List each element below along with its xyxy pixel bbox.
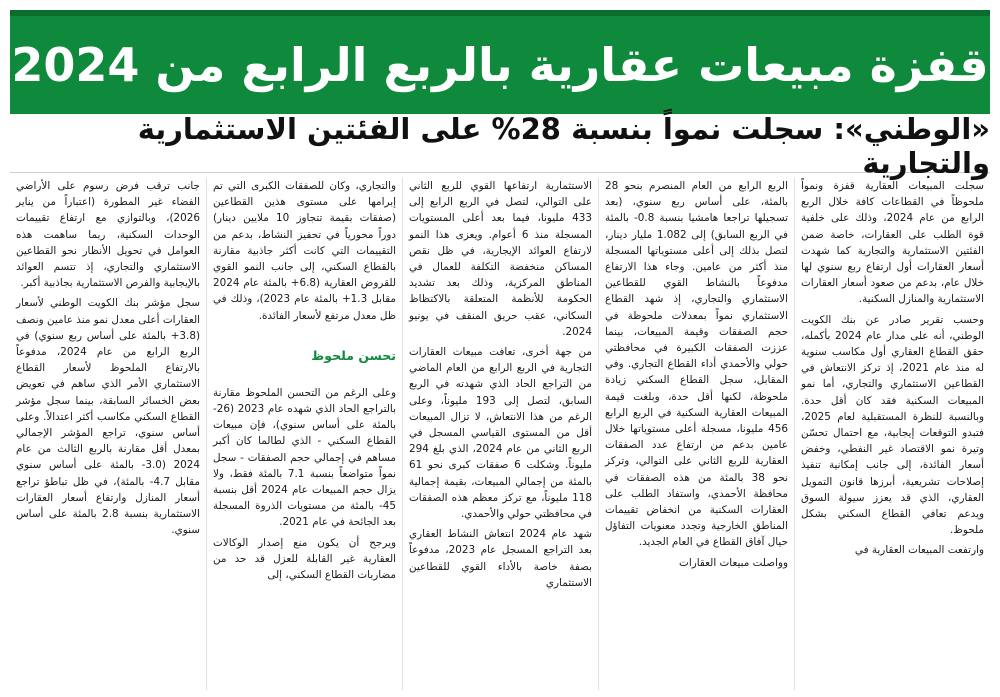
column-2 xyxy=(598,178,794,690)
paragraph: والتجاري، وكان للصفقات الكبرى التي تم إبرامها على مستوى هذين القطاعين (صفقات بقيمة تتجاوز 10 ملايين دينار) دوراً محورياً في تحفيز النشاط، بدعم من التقييمات التي كانت أكثر جاذبية مقارنة بالقطاع السكني، إلى جانب النمو القوي للقروض العقارية (6.8+ بالمئة عام 2024 مقابل 1.3+ بالمئة عام 2023)، وذلك في ظل معدل مرتفع لأسعار الفائدة. xyxy=(213,180,397,322)
paragraph: وارتفعت المبيعات العقارية في xyxy=(854,544,984,557)
paragraph: وعلى الرغم من التحسن الملحوظ مقارنة بالتراجع الحاد الذي شهده عام 2023 (26- بالمئة على أساس سنوي)، فإن مبيعات القطاع السكني - الذي لطالما كان أكبر مساهم في إجمالي حجم الصفقات - سجل نمواً متواضعاً بنسبة 7.1 بالمئة فقط، ولا يزال حجم المبيعات عام 2024 أقل بنسبة 45- بالمئة من مستويات الذروة المسجلة بعد الجائحة في عام 2021. xyxy=(213,386,396,529)
paragraph: جانب ترقب فرض رسوم على الأراضي الفضاء غير المطورة (اعتباراً من يناير 2026)، وبالتوازي مع ارتفاع تقييمات الوحدات السكنية، ربما ساهمت هذه العوامل في تحويل الأنظار نحو القطاعين الاستثماري والتجاري، إذ تتسم العوائد بالإيجابية والفرص الاستثمارية بجاذبية أكبر. xyxy=(16,180,200,290)
column-4 xyxy=(206,178,402,690)
paragraph: سجلت المبيعات العقارية قفزة ونمواً ملحوظاً في القطاعات كافة خلال الربع الرابع من عام 2024، وذلك على خلفية قوة الطلب على العقارات، خاصة ضمن الفئتين الاستثمارية والتجارية كما شهدت أسعار العقارات أول ارتفاع ربع سنوي لها خلال عام، بدعم من صعود أسعار العقارات الاستثمارية والمنازل السكنية. xyxy=(801,180,984,306)
paragraph: الربع الرابع من العام المنصرم بنحو 28 بالمئة، على أساس ربع سنوي، (بعد تسجيلها تراجعا هامشيا بنسبة 0.8- بالمئة في الربع السابق) إلى 1.082 مليار دينار، لتصل بذلك إلى أعلى مستوياتها المسجلة منذ أكثر من عامين. وجاء هذا الارتفاع مدفوعاً بالنشاط القوي للقطاعين الاستثماري والتجاري، إذ شهد القطاع الاستثماري نمواً بمعدلات ملحوظة في حجم الصفقات وقيمة المبيعات، بينما عززت الصفقات الكبيرة في محافظتي حولي والأحمدي أداء القطاع التجاري. وفي المقابل، سجل القطاع السكني زيادة ملحوظة، لكنها أقل حدة، وبلغت قيمة المبيعات العقارية السكنية في الربع الرابع 456 مليونا، مسجلة أعلى مستوياتها خلال عامين بدعم من ارتفاع عدد الصفقات العقارية للربع الثاني على التوالي، وتركز نحو 38 بالمئة من هذه الصفقات في محافظة الأحمدي، واستفاد الطلب على العقارات السكنية من انخفاض تقييمات المناطق الخارجية وتجدد معنويات التفاؤل حيال آفاق القطاع في العام الجديد. xyxy=(605,180,788,549)
paragraph: ويرجح أن يكون منع إصدار الوكالات العقارية غير القابلة للعزل قد حد من مضاربات القطاع السكني، إلى xyxy=(213,536,396,582)
paragraph: شهد عام 2024 انتعاش النشاط العقاري بعد التراجع المسجل عام 2023، مدفوعاً بصفة خاصة بالأداء القوي للقطاعين الاستثماري xyxy=(409,528,592,589)
column-1 xyxy=(794,178,990,690)
spacer xyxy=(213,328,396,342)
paragraph: سجل مؤشر بنك الكويت الوطني لأسعار العقارات أعلى معدل نمو منذ عامين ونصف (3.8+ بالمئة على أساس ربع سنوي) في الربع الرابع من عام 2024، مدفوعاً بالارتفاع الملحوظ لأسعار القطاع الاستثماري الأمر الذي ساهم في تعويض بعض الخسائر السابقة، بينما سجل مؤشر القطاع السكني مكاسب أكثر اعتدالاً. وعلى أساس سنوي، تراجع المؤشر الإجمالي بمعدل أقل مقارنة بالربع الثالث من عام 2024 (3.0- بالمئة على أساس سنوي مقابل 4.7- بالمئة)، في ظل تباطؤ تراجع أسعار المنازل وارتفاع أسعار العقارات الاستثمارية بنسبة 2.8 بالمئة على أساس سنوي. xyxy=(16,297,201,537)
column-3 xyxy=(402,178,598,690)
subheadline-bar xyxy=(10,112,990,180)
paragraph: وواصلت مبيعات العقارات xyxy=(679,556,788,569)
column-5 xyxy=(10,178,206,690)
headline: قفزة مبيعات عقارية بالربع الرابع من 2024 xyxy=(11,38,989,92)
paragraph: وحسب تقرير صادر عن بنك الكويت الوطني، أنه على مدار عام 2024 بأكمله، حقق القطاع العقاري أول مكاسب سنوية له منذ عام 2021، إذ تركز الانتعاش في القطاعين الاستثماري والتجاري، أما نمو المبيعات السكنية فقد كان أقل حدة. وبالنسبة للنظرة المستقبلية لعام 2025، فتبدو التوقعات إيجابية، مع احتمال تحسّن وتيرة نمو الاقتصاد غير النفطي، وخفض أسعار الفائدة، إلى جانب إمكانية تنفيذ إصلاحات تشريعية، أبرزها قانون التمويل العقاري، الذي قد يعزز سيولة السوق ويدعم تعافي القطاع السكني بشكل ملحوظ. xyxy=(801,313,984,537)
paragraph: من جهة أخرى، تعافت مبيعات العقارات التجارية في الربع الرابع من العام الماضي من التراجع الحاد الذي شهدته في الربع السابق، لتصل إلى 193 مليوناً، وعلى الرغم من هذا الانتعاش، لا تزال المبيعات أقل من المستوى القياسي المسجل في الربع الثاني من عام 2024، الذي بلغ 294 مليوناً. وشكلت 6 صفقات كبرى نحو 61 بالمئة من إجمالي المبيعات، بقيمة إجمالية 118 مليوناً، مع تركز معظم هذه الصفقات في محافظتي حولي والأحمدي. xyxy=(409,346,593,521)
headline-banner xyxy=(10,10,990,114)
paragraph: الاستثمارية ارتفاعها القوي للربع الثاني على التوالي، لتصل في الربع الرابع إلى 433 مليونا، فيما بعد أعلى المستويات المسجلة منذ 6 أعوام. ويعزى هذا النمو لارتفاع العوائد الإيجارية، في ظل نقص المساكن منخفضة التكلفة للعمال في المناطق المركزية، وذلك بعد تشديد الحكومة للأنظمة المتعلقة بالاكتظاظ السكاني، عقب حريق المنقف في يونيو 2024. xyxy=(409,180,592,338)
section-subheading: تحسن ملحوظ xyxy=(311,347,396,363)
article-columns xyxy=(10,178,990,690)
spacer xyxy=(213,371,396,385)
subheadline: «الوطني»: سجلت نمواً بنسبة 28% على الفئتين الاستثمارية والتجارية xyxy=(137,112,990,180)
